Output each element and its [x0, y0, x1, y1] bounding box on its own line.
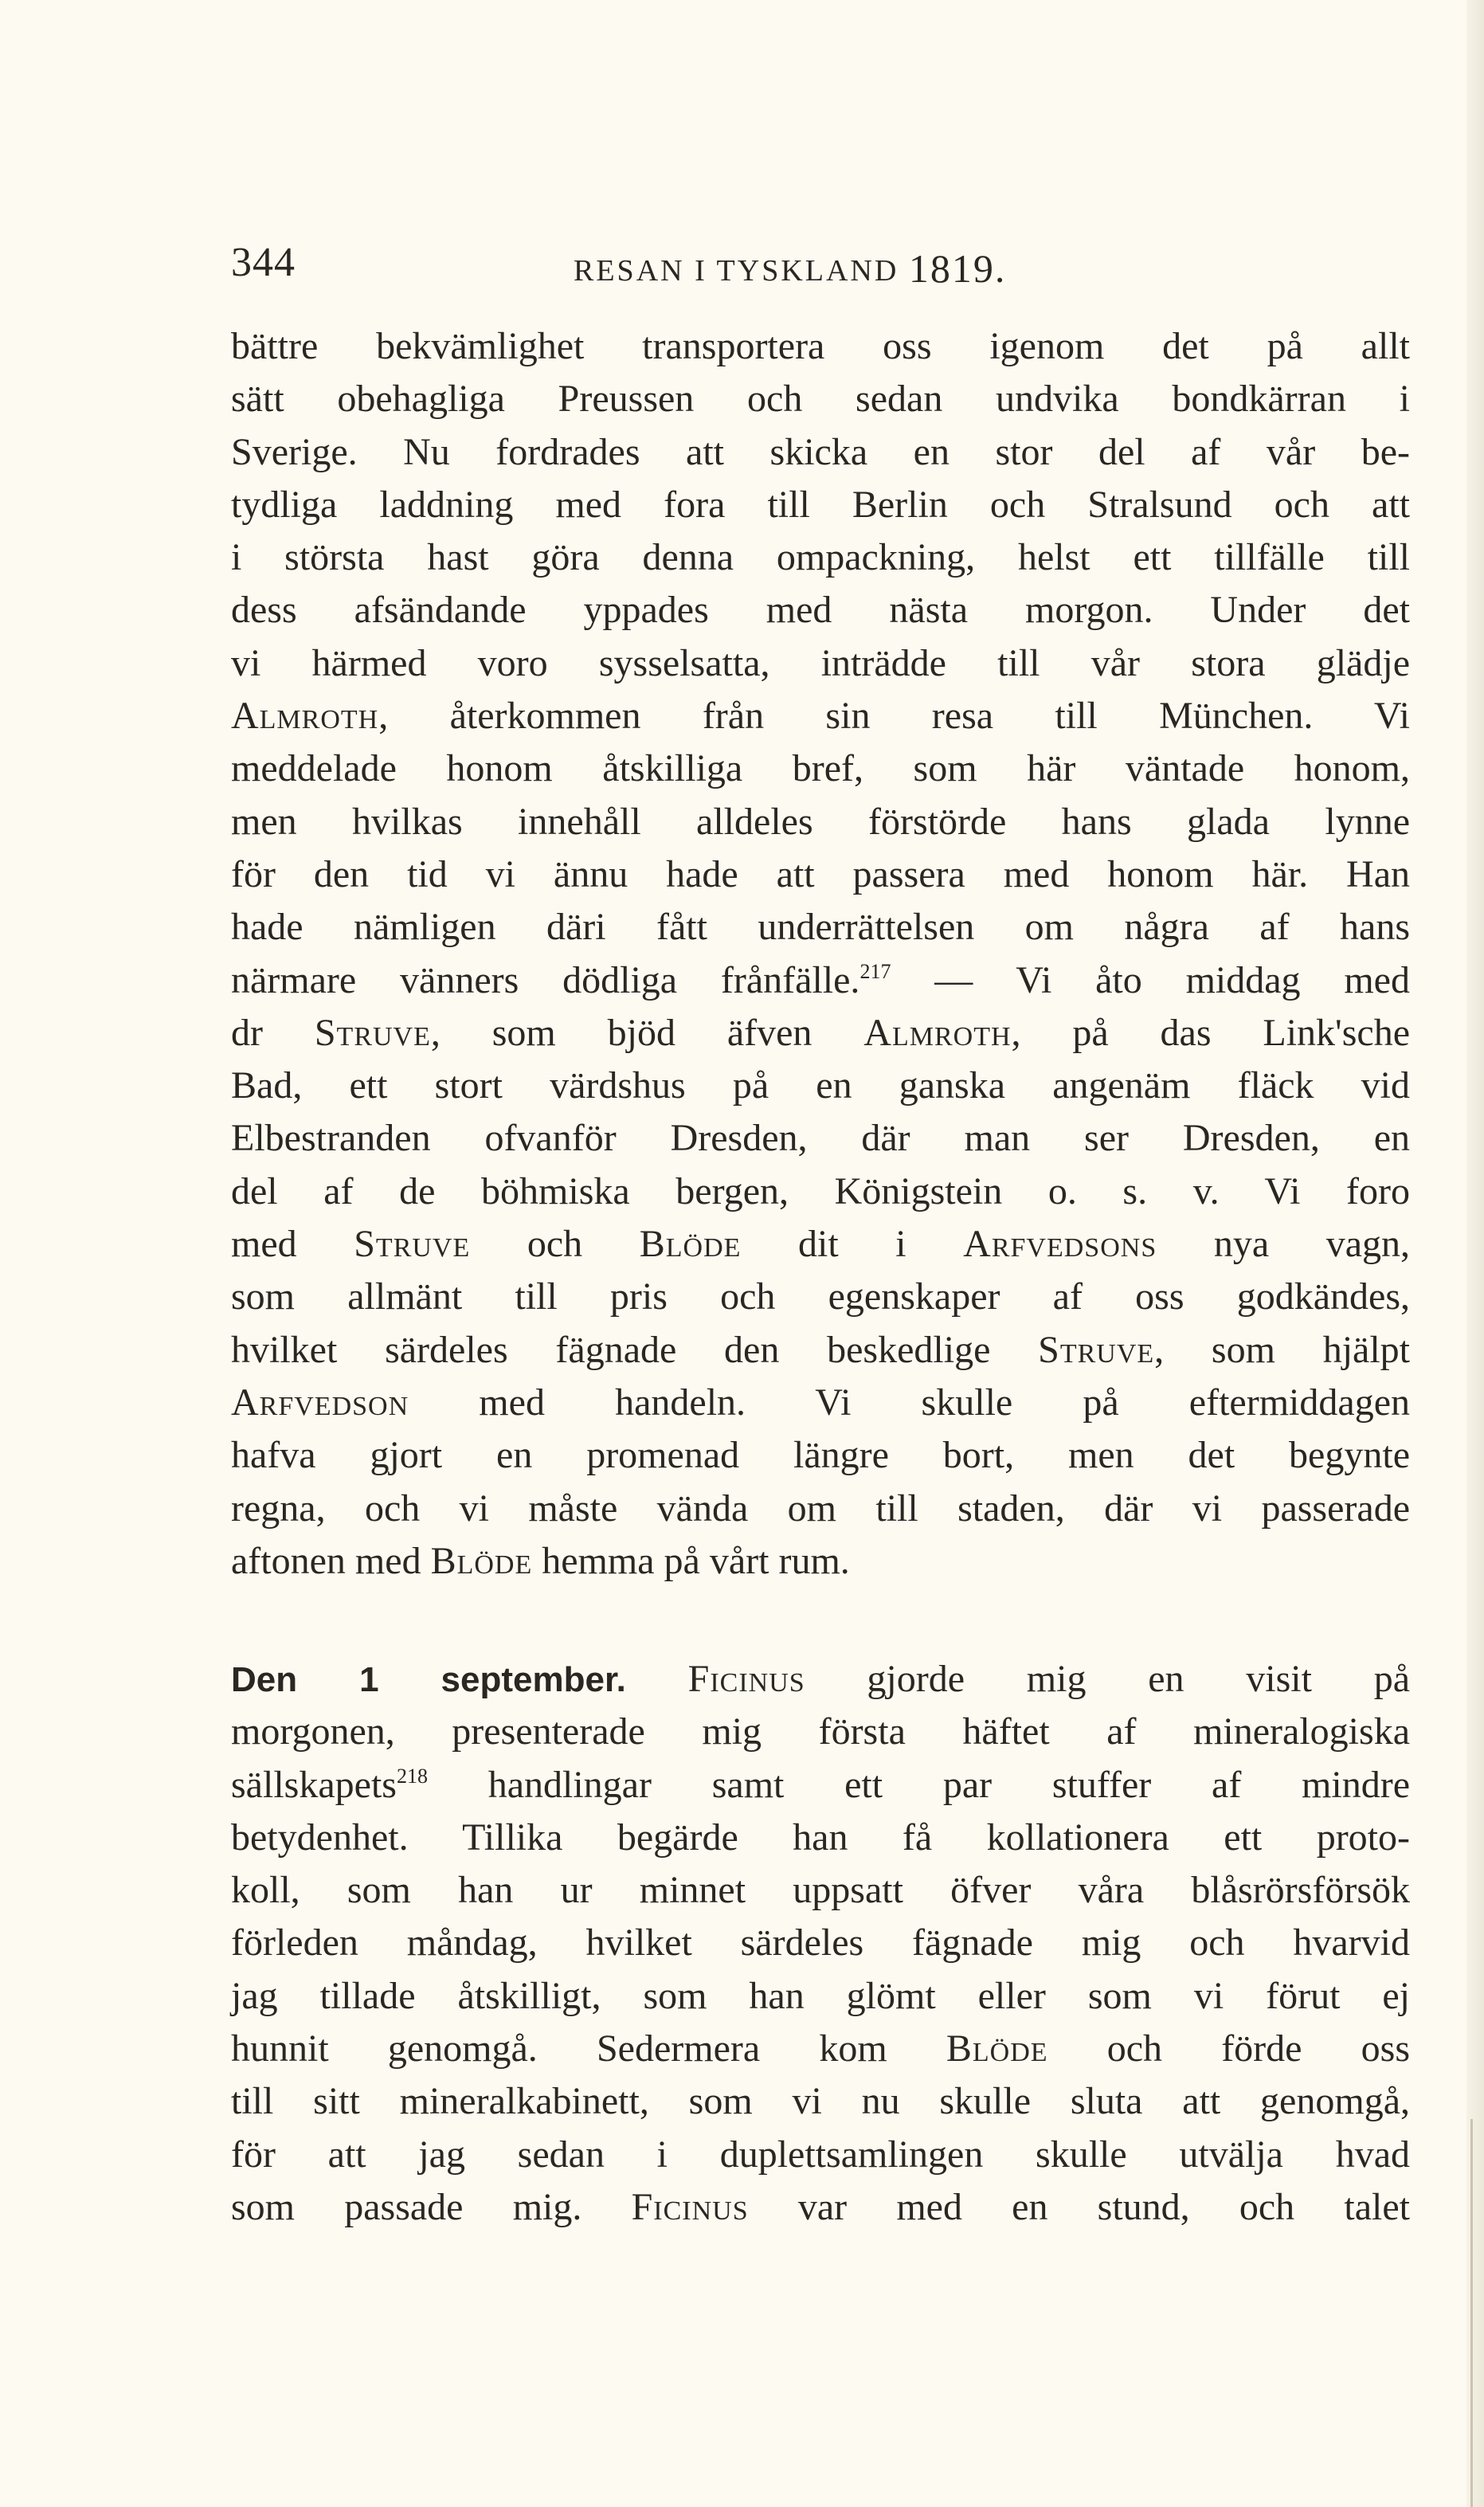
text-line: [231, 1653, 1410, 1706]
text-run: som passade mig.: [231, 2185, 632, 2228]
text-line: som allmänt till pris och egenskaper af oss godkändes,: [231, 1275, 1410, 1318]
text-line: betydenhet. Tillika begärde han få kollationera ett proto-: [231, 1816, 1410, 1859]
text-run: aftonen med: [231, 1539, 431, 1582]
person-name: Struve: [314, 1011, 431, 1054]
text-line: hade nämligen däri fått underrättelsen om några af hans: [231, 906, 1410, 949]
text-line: [231, 1218, 1410, 1271]
text-line: förleden måndag, hvilket särdeles fägnade mig och hvarvid: [231, 1921, 1410, 1964]
text-line: hafva gjort en promenad längre bort, men det begynte: [231, 1434, 1410, 1477]
text-run: med: [231, 1223, 354, 1266]
text-run: var med en stund, och talet: [748, 2185, 1411, 2228]
person-name: Almroth: [863, 1011, 1012, 1054]
text-line: Sverige. Nu fordrades att skicka en stor del af vår be-: [231, 430, 1410, 473]
person-name: Ficinus: [687, 1658, 805, 1700]
text-line: i största hast göra denna ompackning, helst ett tillfälle till: [231, 536, 1410, 579]
text-line: för den tid vi ännu hade att passera med honom här. Han: [231, 852, 1410, 895]
text-line: [231, 1324, 1410, 1377]
person-name: Ficinus: [631, 2185, 749, 2228]
text-line: Elbestranden ofvanför Dresden, där man ser Dresden, en: [231, 1117, 1410, 1160]
person-name: Arfvedson: [231, 1381, 409, 1424]
page-edge-shadow: [1470, 2119, 1473, 2507]
person-name: Arfvedsons: [963, 1223, 1157, 1266]
text-run: och: [470, 1223, 640, 1266]
text-line: till sitt mineralkabinett, som vi nu skulle sluta att genomgå,: [231, 2080, 1410, 2123]
person-name: Blöde: [639, 1223, 742, 1266]
text-run: dit i: [741, 1223, 964, 1266]
text-line: sätt obehagliga Preussen och sedan undvika bondkärran i: [231, 378, 1410, 421]
text-run: dr: [231, 1011, 315, 1054]
text-line: jag tillade åtskilligt, som han glömt eller som vi förut ej: [231, 1974, 1410, 2017]
text-run: sällskapets: [231, 1763, 397, 1806]
person-name: Almroth: [231, 695, 379, 738]
running-title: [574, 244, 1006, 290]
text-line: morgonen, presenterade mig första häftet af mineralogiska: [231, 1710, 1410, 1753]
paragraph-1: [231, 320, 1410, 1588]
text-run: nya vagn,: [1157, 1223, 1411, 1266]
text-line: [231, 690, 1410, 742]
text-line: men hvilkas innehåll alldeles förstörde hans glada lynne: [231, 800, 1410, 843]
person-name: Struve: [354, 1223, 471, 1266]
text-run: närmare vänners dödliga frånfälle.: [231, 958, 860, 1001]
text-line: [231, 1535, 1410, 1588]
text-line: bättre bekvämlighet transportera oss igenom det på allt: [231, 325, 1410, 367]
text-line: koll, som han ur minnet uppsatt öfver våra blåsrörsförsök: [231, 1869, 1410, 1912]
text-line: regna, och vi måste vända om till staden, där vi passerade: [231, 1487, 1410, 1530]
page-edge: [1466, 0, 1484, 2507]
running-head: [231, 239, 1410, 303]
person-name: Blöde: [946, 2027, 1048, 2070]
text-run: hemma på vårt rum.: [532, 1539, 850, 1582]
text-line: tydliga laddning med fora till Berlin och Stralsund och att: [231, 483, 1410, 526]
text-line: [231, 1759, 1410, 1812]
text-line: Bad, ett stort värdshus på en ganska angenäm fläck vid: [231, 1064, 1410, 1107]
person-name: Struve: [1038, 1328, 1155, 1371]
person-name: Blöde: [430, 1539, 533, 1582]
running-title-year: 1819.: [908, 246, 1007, 291]
text-line: [231, 1377, 1410, 1429]
date-heading: Den 1 september.: [231, 1660, 626, 1699]
text-run: handlingar samt ett par stuffer af mindre: [427, 1763, 1410, 1806]
text-line: för att jag sedan i duplettsamlingen skulle utvälja hvad: [231, 2133, 1410, 2176]
text-run: , återkommen från sin resa till München. Vi: [378, 695, 1410, 738]
text-line: vi härmed voro sysselsatta, inträdde till vår stora glädje: [231, 641, 1410, 684]
text-line: dess afsändande yppades med nästa morgon. Under det: [231, 589, 1410, 632]
paragraph-2: [231, 1653, 1410, 2234]
text-line: meddelade honom åtskilliga bref, som här väntade honom,: [231, 747, 1410, 790]
text-run: , på das Link'sche: [1011, 1011, 1410, 1054]
text-run: hunnit genomgå. Sedermera kom: [231, 2027, 946, 2070]
running-title-text: RESAN I TYSKLAND: [574, 254, 899, 288]
page-number: 344: [231, 240, 296, 285]
text-run: , som hjälpt: [1154, 1328, 1411, 1371]
text-run: — Vi åto middag med: [891, 958, 1410, 1001]
text-line: del af de böhmiska bergen, Königstein o. s. v. Vi foro: [231, 1169, 1410, 1212]
text-run: med handeln. Vi skulle på eftermiddagen: [409, 1381, 1410, 1424]
text-line: [231, 2181, 1410, 2234]
text-run: gjorde mig en visit på: [805, 1658, 1411, 1700]
text-run: och förde oss: [1047, 2027, 1411, 2070]
footnote-ref: 217: [859, 959, 891, 983]
text-line: [231, 954, 1410, 1007]
text-run: , som bjöd äfven: [430, 1011, 864, 1054]
text-line: [231, 2023, 1410, 2075]
text-line: [231, 1007, 1410, 1060]
footnote-ref: 218: [396, 1764, 428, 1788]
text-run: hvilket särdeles fägnade den beskedlige: [231, 1328, 1039, 1371]
